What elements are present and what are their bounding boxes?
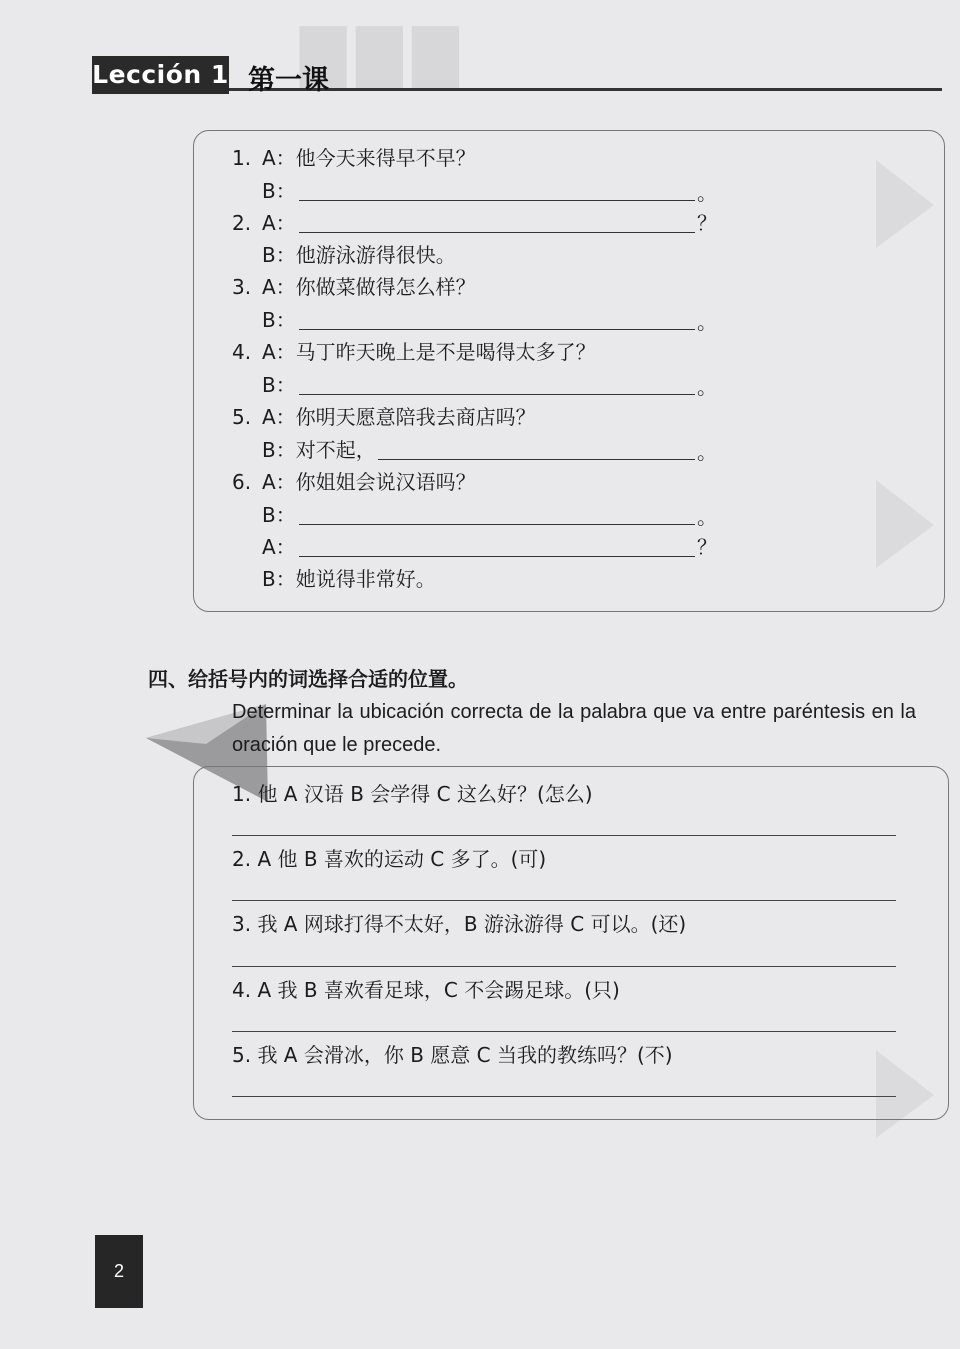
dialogue-5-b: B：对不起， bbox=[262, 438, 376, 462]
dialogue-5-num: 5. bbox=[232, 405, 252, 429]
dialogue-1-num: 1. bbox=[232, 146, 252, 170]
dialogue-1-period: 。 bbox=[697, 181, 717, 205]
dialogue-2-question-blank[interactable] bbox=[299, 232, 695, 233]
section-4-title: 四、给括号内的词选择合适的位置。 bbox=[148, 667, 468, 691]
exercise-item-4-answer-line[interactable] bbox=[232, 1031, 896, 1032]
dialogue-2-question-mark: ？ bbox=[697, 211, 717, 235]
bleed-through-triangle-icon bbox=[876, 480, 936, 570]
dialogue-4-answer-blank[interactable] bbox=[299, 394, 695, 395]
dialogue-3-num: 3. bbox=[232, 275, 252, 299]
exercise-item-2-answer-line[interactable] bbox=[232, 900, 896, 901]
dialogue-4-num: 4. bbox=[232, 340, 252, 364]
dialogue-1-answer-blank[interactable] bbox=[299, 200, 695, 201]
dialogue-3-period: 。 bbox=[697, 310, 717, 334]
dialogue-6-a: A：你姐姐会说汉语吗？ bbox=[262, 470, 476, 494]
exercise-item-3: 3. 我 A 网球打得不太好，B 游泳游得 C 可以。(还) bbox=[232, 912, 687, 936]
exercise-item-4: 4. A 我 B 喜欢看足球，C 不会踢足球。(只) bbox=[232, 978, 620, 1002]
exercise-item-5: 5. 我 A 会滑冰，你 B 愿意 C 当我的教练吗？(不) bbox=[232, 1043, 673, 1067]
dialogue-exercise-box bbox=[193, 130, 945, 612]
exercise-item-1: 1. 他 A 汉语 B 会学得 C 这么好？(怎么) bbox=[232, 782, 593, 806]
ghost-header-watermark: ▇▇▇ bbox=[300, 18, 469, 88]
dialogue-6-answer-blank[interactable] bbox=[299, 524, 695, 525]
dialogue-6-question-blank[interactable] bbox=[299, 556, 695, 557]
dialogue-6-b: B： bbox=[262, 503, 296, 527]
lesson-header bbox=[92, 50, 944, 96]
dialogue-2-a: A： bbox=[262, 211, 296, 235]
page-number: 2 bbox=[95, 1235, 143, 1308]
exercise-item-5-answer-line[interactable] bbox=[232, 1096, 896, 1097]
dialogue-1-b: B： bbox=[262, 179, 296, 203]
section-4-description: Determinar la ubicación correcta de la palabra que va entre paréntesis en la oración que le precede. bbox=[232, 701, 916, 756]
exercise-item-1-answer-line[interactable] bbox=[232, 835, 896, 836]
dialogue-6-period: 。 bbox=[697, 505, 717, 529]
bleed-through-triangle-icon bbox=[876, 1050, 936, 1140]
dialogue-6-num: 6. bbox=[232, 470, 252, 494]
dialogue-3-b: B： bbox=[262, 308, 296, 332]
exercise-item-3-answer-line[interactable] bbox=[232, 966, 896, 967]
exercise-item-2: 2. A 他 B 喜欢的运动 C 多了。(可) bbox=[232, 847, 547, 871]
dialogue-4-a: A：马丁昨天晚上是不是喝得太多了？ bbox=[262, 340, 596, 364]
dialogue-5-answer-blank[interactable] bbox=[378, 459, 695, 460]
dialogue-6-c: A： bbox=[262, 535, 296, 559]
dialogue-2-b: B：他游泳游得很快。 bbox=[262, 243, 456, 267]
dialogue-6-d: B：她说得非常好。 bbox=[262, 567, 436, 591]
dialogue-4-period: 。 bbox=[697, 375, 717, 399]
lesson-title-chinese: 第一课 bbox=[248, 65, 329, 96]
bleed-through-triangle-icon bbox=[876, 160, 936, 250]
dialogue-5-a: A：你明天愿意陪我去商店吗？ bbox=[262, 405, 536, 429]
header-rule bbox=[229, 88, 942, 91]
dialogue-3-a: A：你做菜做得怎么样？ bbox=[262, 275, 476, 299]
dialogue-5-period: 。 bbox=[697, 440, 717, 464]
dialogue-3-answer-blank[interactable] bbox=[299, 329, 695, 330]
dialogue-1-a: A：他今天来得早不早？ bbox=[262, 146, 476, 170]
dialogue-6-question-mark: ？ bbox=[697, 535, 717, 559]
lesson-badge: Lección 1 bbox=[92, 56, 229, 94]
dialogue-2-num: 2. bbox=[232, 211, 252, 235]
dialogue-4-b: B： bbox=[262, 373, 296, 397]
